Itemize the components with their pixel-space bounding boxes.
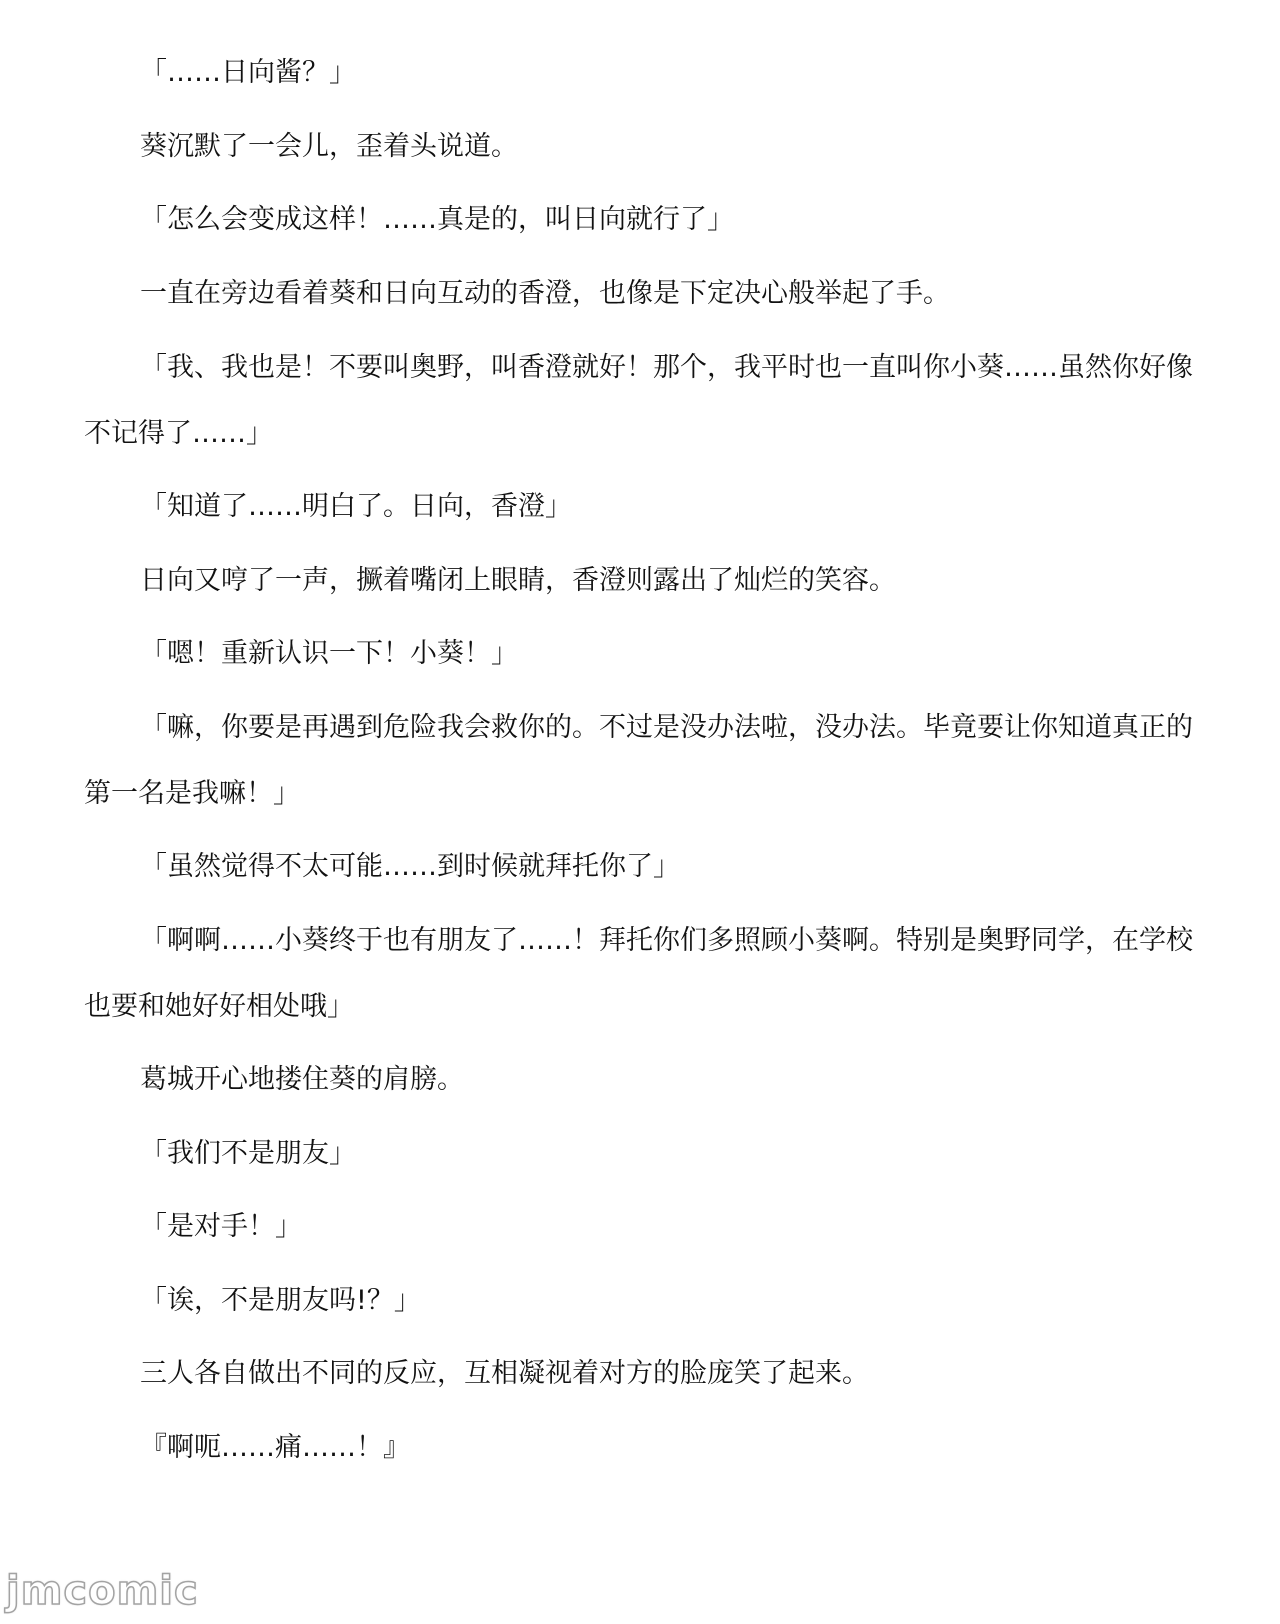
paragraph-3: 「怎么会变成这样！……真是的，叫日向就行了」: [140, 204, 734, 235]
paragraph-14: 「是对手！」: [140, 1211, 302, 1242]
paragraph-6: 「知道了……明白了。日向，香澄」: [140, 491, 572, 522]
paragraph-2: 葵沉默了一会儿，歪着头说道。: [140, 131, 518, 162]
paragraph-5: 「我、我也是！不要叫奥野，叫香澄就好！那个，我平时也一直叫你小葵……虽然你好像不记得了……」: [84, 352, 1193, 449]
watermark-logo: jmcomic: [6, 1568, 199, 1614]
paragraph-9: 「嘛，你要是再遇到危险我会救你的。不过是没办法啦，没办法。毕竟要让你知道真正的第一名是我嘛！」: [84, 712, 1193, 809]
paragraph-17: 『啊呃……痛……！』: [140, 1432, 410, 1463]
paragraph-11: 「啊啊……小葵终于也有朋友了……！拜托你们多照顾小葵啊。特别是奥野同学，在学校也要和她好好相处哦」: [84, 925, 1193, 1022]
paragraph-8: 「嗯！重新认识一下！小葵！」: [140, 638, 518, 669]
paragraph-7: 日向又哼了一声，撅着嘴闭上眼睛，香澄则露出了灿烂的笑容。: [140, 565, 896, 596]
paragraph-16: 三人各自做出不同的反应，互相凝视着对方的脸庞笑了起来。: [140, 1358, 869, 1389]
paragraph-4: 一直在旁边看着葵和日向互动的香澄，也像是下定决心般举起了手。: [140, 278, 950, 309]
paragraph-12: 葛城开心地搂住葵的肩膀。: [140, 1064, 464, 1095]
paragraph-1: 「……日向酱？」: [140, 57, 356, 88]
paragraph-10: 「虽然觉得不太可能……到时候就拜托你了」: [140, 851, 680, 882]
paragraph-15: 「诶，不是朋友吗!？」: [140, 1285, 421, 1316]
paragraph-13: 「我们不是朋友」: [140, 1138, 356, 1169]
